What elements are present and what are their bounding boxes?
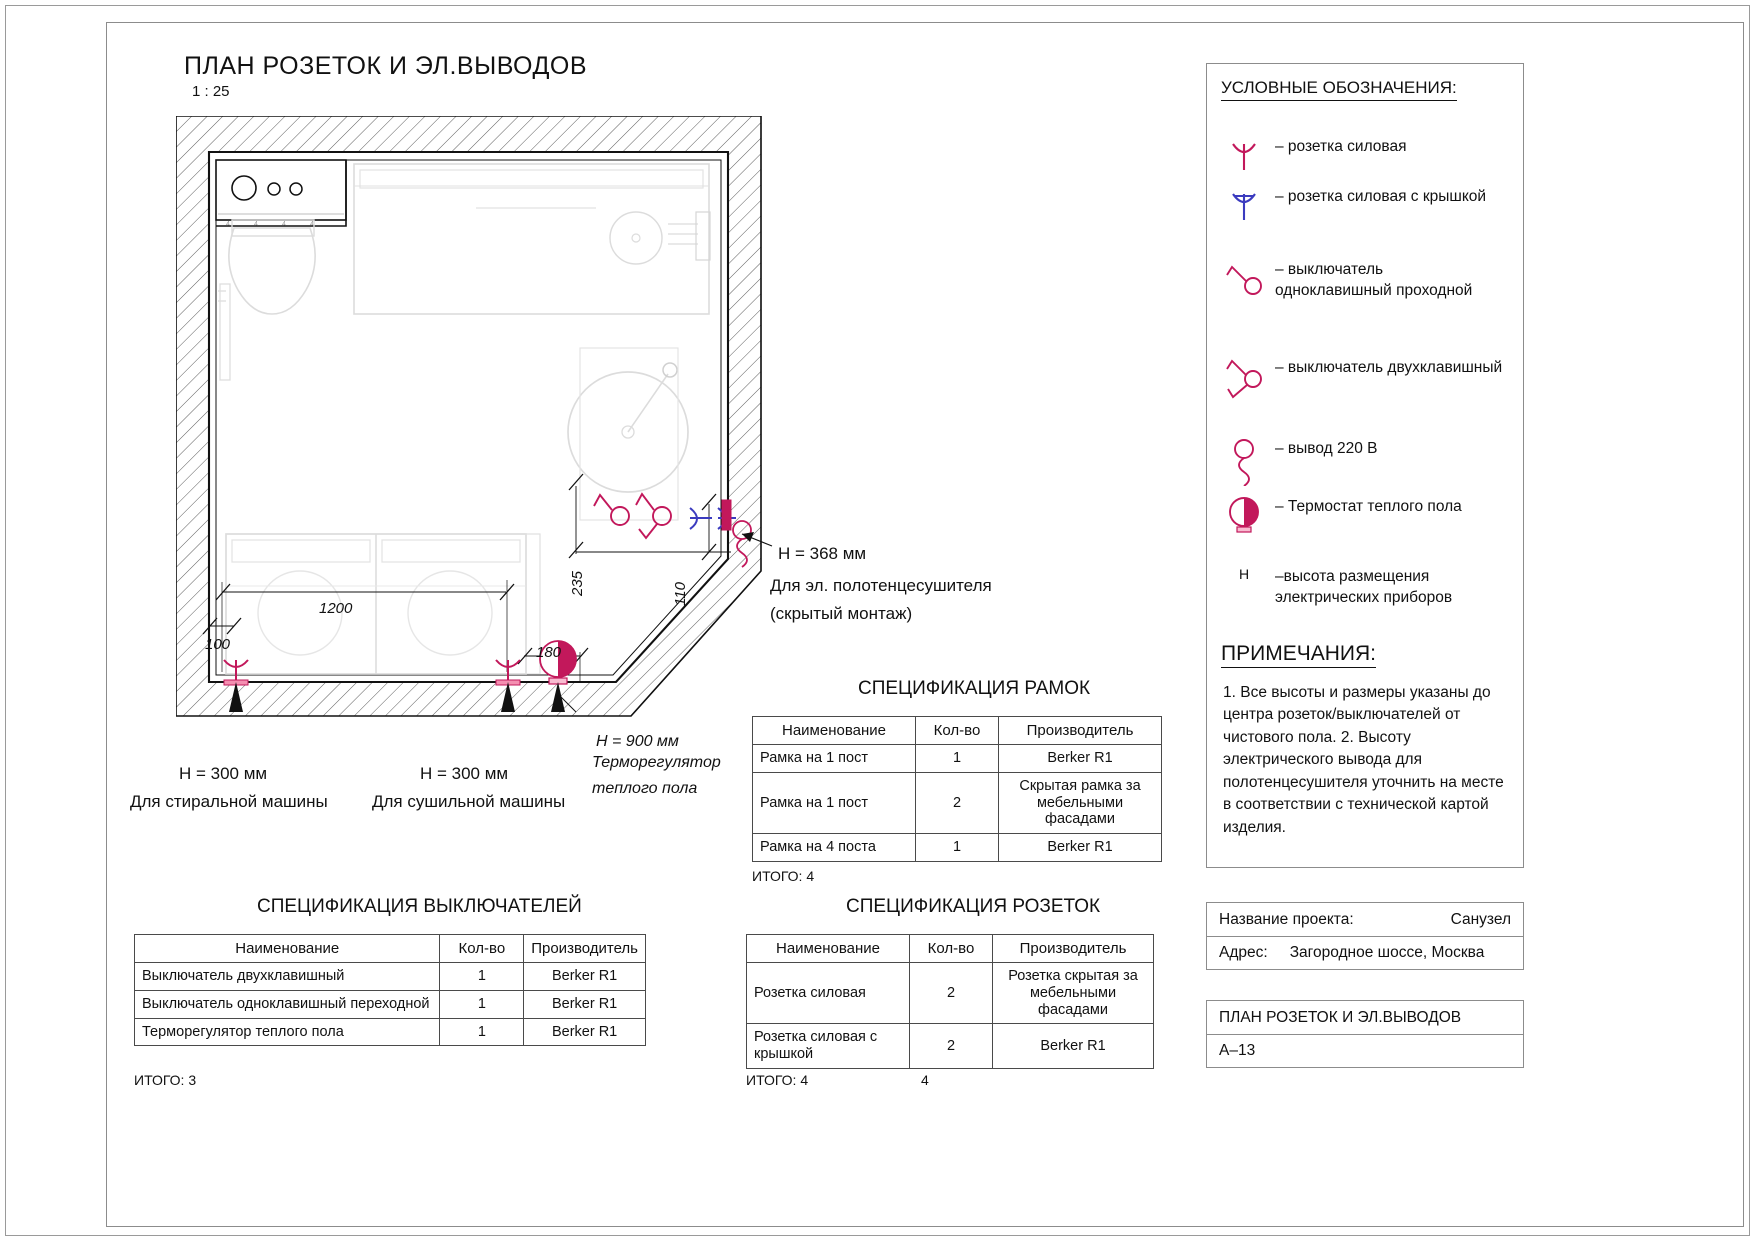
table-row bbox=[753, 833, 1162, 861]
table-row bbox=[747, 963, 1154, 1024]
sockets-spec-title: СПЕЦИФИКАЦИЯ РОЗЕТОК bbox=[846, 896, 1101, 917]
sheet-title-value: ПЛАН РОЗЕТОК И ЭЛ.ВЫВОДОВ bbox=[1219, 1008, 1462, 1026]
svg-text:4: 4 bbox=[254, 221, 258, 228]
switches-spec-title: СПЕЦИФИКАЦИЯ ВЫКЛЮЧАТЕЛЕЙ bbox=[257, 896, 582, 917]
switches-spec-total: ИТОГО: 3 bbox=[134, 1072, 197, 1088]
callout-thermostat-height: H = 900 мм bbox=[596, 733, 679, 750]
legend-item-outlet-220v bbox=[1213, 438, 1378, 486]
cell-qty: 1 bbox=[440, 1018, 524, 1046]
address-row bbox=[1207, 936, 1523, 969]
cell-mfr: Berker R1 bbox=[524, 990, 646, 1018]
table-row bbox=[753, 772, 1162, 833]
address-label: Адрес: bbox=[1219, 944, 1268, 961]
col-mfr: Производитель bbox=[999, 717, 1162, 745]
page-title: ПЛАН РОЗЕТОК И ЭЛ.ВЫВОДОВ bbox=[184, 52, 588, 80]
legend-item-switch-double bbox=[1213, 357, 1502, 403]
legend-item-label: – вывод 220 В bbox=[1275, 440, 1378, 457]
cell-qty: 2 bbox=[910, 963, 993, 1024]
notes-heading: ПРИМЕЧАНИЯ: bbox=[1221, 642, 1376, 668]
project-info-block bbox=[1206, 902, 1524, 970]
cell-name: Розетка силовая bbox=[747, 963, 910, 1024]
callout-washer-line1: Для стиральной машины bbox=[130, 792, 328, 811]
switch-single-pass-icon bbox=[1213, 259, 1275, 299]
socket-power-lid-icon bbox=[1213, 186, 1275, 226]
cell-name: Рамка на 4 поста bbox=[753, 833, 916, 861]
legend-item-switch-single-pass bbox=[1213, 259, 1503, 302]
cell-name: Рамка на 1 пост bbox=[753, 772, 916, 833]
dimension-100: 100 bbox=[205, 636, 231, 653]
cell-mfr: Скрытая рамка за мебельными фасадами bbox=[999, 772, 1162, 833]
legend-item-label: – выключатель двухклавишный bbox=[1275, 359, 1503, 376]
svg-text:4: 4 bbox=[282, 221, 286, 228]
cell-mfr: Berker R1 bbox=[524, 1018, 646, 1046]
sockets-spec-table bbox=[746, 934, 1154, 1069]
frames-spec-total: ИТОГО: 4 bbox=[752, 868, 815, 884]
legend-panel bbox=[1206, 63, 1524, 868]
sockets-spec-total-qty: 4 bbox=[921, 1072, 929, 1088]
dimension-1200: 1200 bbox=[319, 600, 353, 617]
col-name: Наименование bbox=[747, 935, 910, 963]
table-header-row bbox=[753, 717, 1162, 745]
outlet-220v-icon bbox=[1213, 438, 1275, 486]
dimension-110: 110 bbox=[672, 582, 689, 606]
height-letter-h: H bbox=[1238, 566, 1250, 582]
callout-washer-height: H = 300 мм bbox=[179, 764, 268, 783]
callout-towel-line1: Для эл. полотенцесушителя bbox=[770, 576, 992, 595]
table-header-row bbox=[135, 935, 646, 963]
legend-item-label: –высота размещения электрических приборов bbox=[1275, 568, 1453, 607]
cell-name: Терморегулятор теплого пола bbox=[135, 1018, 440, 1046]
legend-item-socket-power bbox=[1213, 136, 1407, 176]
svg-text:4: 4 bbox=[310, 221, 314, 228]
switch-double-icon bbox=[1213, 357, 1275, 403]
address-value: Загородное шоссе, Москва bbox=[1289, 944, 1485, 961]
callout-towel-height: H = 368 мм bbox=[778, 544, 867, 563]
dimension-235: 235 bbox=[569, 570, 586, 596]
legend-item-height-h bbox=[1213, 566, 1503, 609]
legend-item-label: – Термостат теплого пола bbox=[1275, 498, 1462, 515]
floor-thermostat-icon bbox=[1213, 496, 1275, 538]
table-row bbox=[753, 745, 1162, 773]
callout-thermostat-line1: Терморегулятор bbox=[592, 754, 721, 771]
cell-name: Розетка силовая с крышкой bbox=[747, 1024, 910, 1068]
table-header-row bbox=[747, 935, 1154, 963]
legend-heading: УСЛОВНЫЕ ОБОЗНАЧЕНИЯ: bbox=[1221, 78, 1457, 101]
cell-qty: 2 bbox=[910, 1024, 993, 1068]
legend-item-label: – розетка силовая с крышкой bbox=[1275, 188, 1487, 205]
cell-qty: 1 bbox=[440, 963, 524, 991]
cell-mfr: Berker R1 bbox=[993, 1024, 1154, 1068]
callout-towel-line2: (скрытый монтаж) bbox=[770, 604, 913, 623]
cell-name: Рамка на 1 пост bbox=[753, 745, 916, 773]
table-row bbox=[747, 1024, 1154, 1068]
scale-label: 1 : 25 bbox=[192, 83, 230, 100]
sheet-number-value: А–13 bbox=[1219, 1042, 1256, 1059]
legend-item-floor-thermostat bbox=[1213, 496, 1462, 538]
cell-name: Выключатель двухклавишный bbox=[135, 963, 440, 991]
project-name-label: Название проекта: bbox=[1219, 910, 1354, 928]
col-qty: Кол-во bbox=[910, 935, 993, 963]
cell-qty: 2 bbox=[916, 772, 999, 833]
frames-spec-title: СПЕЦИФИКАЦИЯ РАМОК bbox=[858, 678, 1091, 699]
callout-thermostat-line2: теплого пола bbox=[592, 780, 698, 797]
col-mfr: Производитель bbox=[993, 935, 1154, 963]
cell-mfr: Розетка скрытая за мебельными фасадами bbox=[993, 963, 1154, 1024]
cell-qty: 1 bbox=[916, 745, 999, 773]
sheet-title-row bbox=[1207, 1001, 1523, 1034]
cell-qty: 1 bbox=[440, 990, 524, 1018]
col-qty: Кол-во bbox=[916, 717, 999, 745]
col-qty: Кол-во bbox=[440, 935, 524, 963]
table-row bbox=[135, 990, 646, 1018]
legend-item-label: – выключатель одноклавишный проходной bbox=[1275, 261, 1473, 300]
project-name-value: Санузел bbox=[1450, 910, 1511, 928]
legend-item-label: – розетка силовая bbox=[1275, 138, 1407, 155]
frames-spec-table bbox=[752, 716, 1162, 862]
floor-plan-drawing bbox=[176, 116, 776, 736]
col-mfr: Производитель bbox=[524, 935, 646, 963]
col-name: Наименование bbox=[135, 935, 440, 963]
sockets-spec-total: ИТОГО: 4 bbox=[746, 1072, 809, 1088]
switches-spec-table bbox=[134, 934, 646, 1046]
cell-mfr: Berker R1 bbox=[999, 833, 1162, 861]
cell-name: Выключатель одноклавишный переходной bbox=[135, 990, 440, 1018]
svg-text:4: 4 bbox=[226, 221, 230, 228]
socket-power-icon bbox=[1213, 136, 1275, 176]
callout-dryer-height: H = 300 мм bbox=[420, 764, 509, 783]
sheet-info-block bbox=[1206, 1000, 1524, 1068]
project-name-row bbox=[1207, 903, 1523, 936]
legend-item-socket-power-lid bbox=[1213, 186, 1486, 226]
col-name: Наименование bbox=[753, 717, 916, 745]
cell-mfr: Berker R1 bbox=[524, 963, 646, 991]
cell-mfr: Berker R1 bbox=[999, 745, 1162, 773]
notes-body: 1. Все высоты и размеры указаны до центра розеток/выключателей от чистового пола. 2. Высоту электрического вывода для полотенцесушителя уточнить на месте в соответствии с технической картой изделия. bbox=[1223, 684, 1504, 836]
table-row bbox=[135, 963, 646, 991]
dimension-180: 180 bbox=[536, 644, 562, 661]
table-row bbox=[135, 1018, 646, 1046]
sheet-number-row bbox=[1207, 1034, 1523, 1067]
drawing-sheet bbox=[5, 5, 1750, 1236]
callout-dryer-line1: Для сушильной машины bbox=[372, 792, 566, 811]
cell-qty: 1 bbox=[916, 833, 999, 861]
